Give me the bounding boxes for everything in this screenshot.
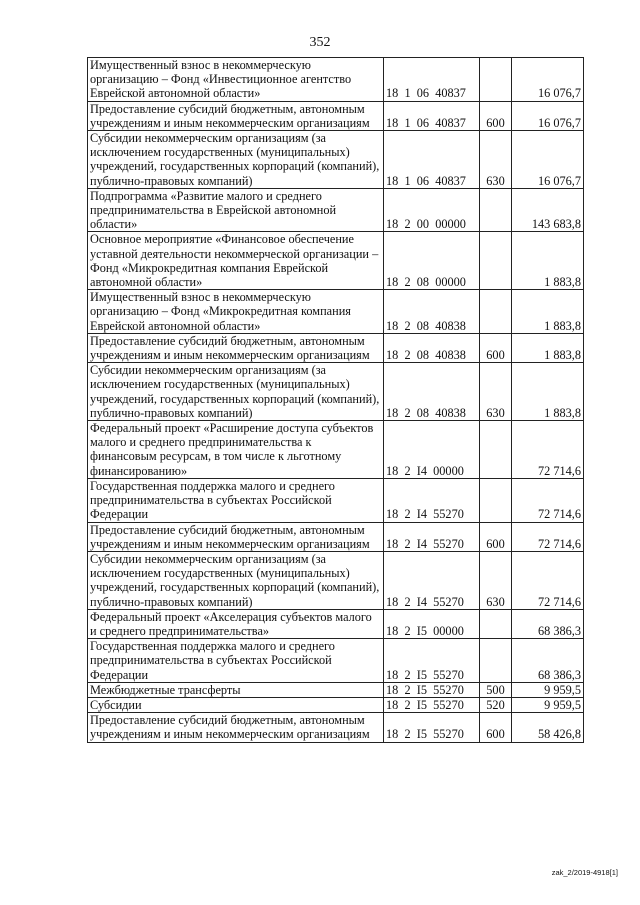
row-name: Предоставление субсидий бюджетным, автономным учреждениям и иным некоммерческим организациям [88, 522, 384, 551]
table-row [88, 333, 584, 362]
row-sum: 16 076,7 [512, 58, 584, 102]
table-row [88, 101, 584, 130]
row-code: 18 2 I5 55270 [384, 697, 480, 712]
row-name: Федеральный проект «Расширение доступа субъектов малого и среднего предпринимательства к финансовым ресурсам, в том числе к льготному финансированию» [88, 421, 384, 479]
row-code: 18 2 08 00000 [384, 232, 480, 290]
row-expense-type: 630 [480, 363, 512, 421]
table-row [88, 639, 584, 683]
table-row [88, 363, 584, 421]
row-expense-type [480, 58, 512, 102]
row-expense-type [480, 421, 512, 479]
table-row [88, 522, 584, 551]
row-name: Имущественный взнос в некоммерческую организацию – Фонд «Микрокредитная компания Еврейской автономной области» [88, 290, 384, 334]
row-sum: 16 076,7 [512, 131, 584, 189]
row-name: Основное мероприятие «Финансовое обеспечение уставной деятельности некоммерческой организации – Фонд «Микрокредитная компания Еврейской автономной области» [88, 232, 384, 290]
row-expense-type [480, 232, 512, 290]
table-row [88, 551, 584, 609]
row-code: 18 2 08 40838 [384, 333, 480, 362]
row-name: Имущественный взнос в некоммерческую организацию – Фонд «Инвестиционное агентство Еврейской автономной области» [88, 58, 384, 102]
table-row [88, 188, 584, 232]
row-sum: 1 883,8 [512, 290, 584, 334]
row-expense-type [480, 290, 512, 334]
row-name: Государственная поддержка малого и среднего предпринимательства в субъектах Российской Федерации [88, 639, 384, 683]
row-expense-type: 600 [480, 522, 512, 551]
row-expense-type [480, 478, 512, 522]
row-sum: 68 386,3 [512, 609, 584, 638]
row-name: Федеральный проект «Акселерация субъектов малого и среднего предпринимательства» [88, 609, 384, 638]
row-expense-type: 600 [480, 101, 512, 130]
row-sum: 58 426,8 [512, 713, 584, 742]
row-sum: 1 883,8 [512, 363, 584, 421]
row-name: Субсидии некоммерческим организациям (за исключением государственных (муниципальных) учреждений, государственных корпораций (компаний), публично-правовых компаний) [88, 551, 384, 609]
row-expense-type: 600 [480, 333, 512, 362]
row-code: 18 2 08 40838 [384, 290, 480, 334]
table-row [88, 421, 584, 479]
document-footer-code: zak_2/2019-4918[1] [551, 868, 618, 877]
row-name: Предоставление субсидий бюджетным, автономным учреждениям и иным некоммерческим организациям [88, 713, 384, 742]
row-code: 18 2 I5 55270 [384, 682, 480, 697]
row-code: 18 2 I4 55270 [384, 551, 480, 609]
row-code: 18 1 06 40837 [384, 131, 480, 189]
table-row [88, 478, 584, 522]
row-code: 18 1 06 40837 [384, 101, 480, 130]
row-sum: 72 714,6 [512, 522, 584, 551]
row-code: 18 2 08 40838 [384, 363, 480, 421]
row-name: Субсидии некоммерческим организациям (за исключением государственных (муниципальных) учреждений, государственных корпораций (компаний), публично-правовых компаний) [88, 363, 384, 421]
row-sum: 16 076,7 [512, 101, 584, 130]
row-name: Предоставление субсидий бюджетным, автономным учреждениям и иным некоммерческим организациям [88, 333, 384, 362]
table-row [88, 713, 584, 742]
row-expense-type [480, 639, 512, 683]
page-number: 352 [309, 35, 331, 50]
row-code: 18 2 00 00000 [384, 188, 480, 232]
row-sum: 72 714,6 [512, 551, 584, 609]
row-code: 18 2 I5 55270 [384, 713, 480, 742]
table-row [88, 609, 584, 638]
row-name: Межбюджетные трансферты [88, 682, 384, 697]
budget-table [87, 57, 584, 743]
table-row [88, 697, 584, 712]
row-code: 18 1 06 40837 [384, 58, 480, 102]
row-sum: 9 959,5 [512, 697, 584, 712]
row-expense-type: 630 [480, 131, 512, 189]
row-sum: 1 883,8 [512, 333, 584, 362]
row-code: 18 2 I5 55270 [384, 639, 480, 683]
table-row [88, 232, 584, 290]
row-code: 18 2 I4 55270 [384, 478, 480, 522]
row-sum: 1 883,8 [512, 232, 584, 290]
row-name: Субсидии [88, 697, 384, 712]
row-expense-type: 500 [480, 682, 512, 697]
row-expense-type: 630 [480, 551, 512, 609]
row-expense-type [480, 609, 512, 638]
row-code: 18 2 I4 00000 [384, 421, 480, 479]
row-sum: 9 959,5 [512, 682, 584, 697]
row-name: Подпрограмма «Развитие малого и среднего предпринимательства в Еврейской автономной области» [88, 188, 384, 232]
table-row [88, 290, 584, 334]
row-expense-type: 520 [480, 697, 512, 712]
row-expense-type [480, 188, 512, 232]
row-sum: 72 714,6 [512, 478, 584, 522]
row-expense-type: 600 [480, 713, 512, 742]
row-name: Государственная поддержка малого и среднего предпринимательства в субъектах Российской Федерации [88, 478, 384, 522]
row-sum: 72 714,6 [512, 421, 584, 479]
row-name: Предоставление субсидий бюджетным, автономным учреждениям и иным некоммерческим организациям [88, 101, 384, 130]
table-row [88, 58, 584, 102]
row-sum: 68 386,3 [512, 639, 584, 683]
row-code: 18 2 I5 00000 [384, 609, 480, 638]
row-code: 18 2 I4 55270 [384, 522, 480, 551]
row-sum: 143 683,8 [512, 188, 584, 232]
table-row [88, 682, 584, 697]
row-name: Субсидии некоммерческим организациям (за исключением государственных (муниципальных) учреждений, государственных корпораций (компаний), публично-правовых компаний) [88, 131, 384, 189]
table-row [88, 131, 584, 189]
